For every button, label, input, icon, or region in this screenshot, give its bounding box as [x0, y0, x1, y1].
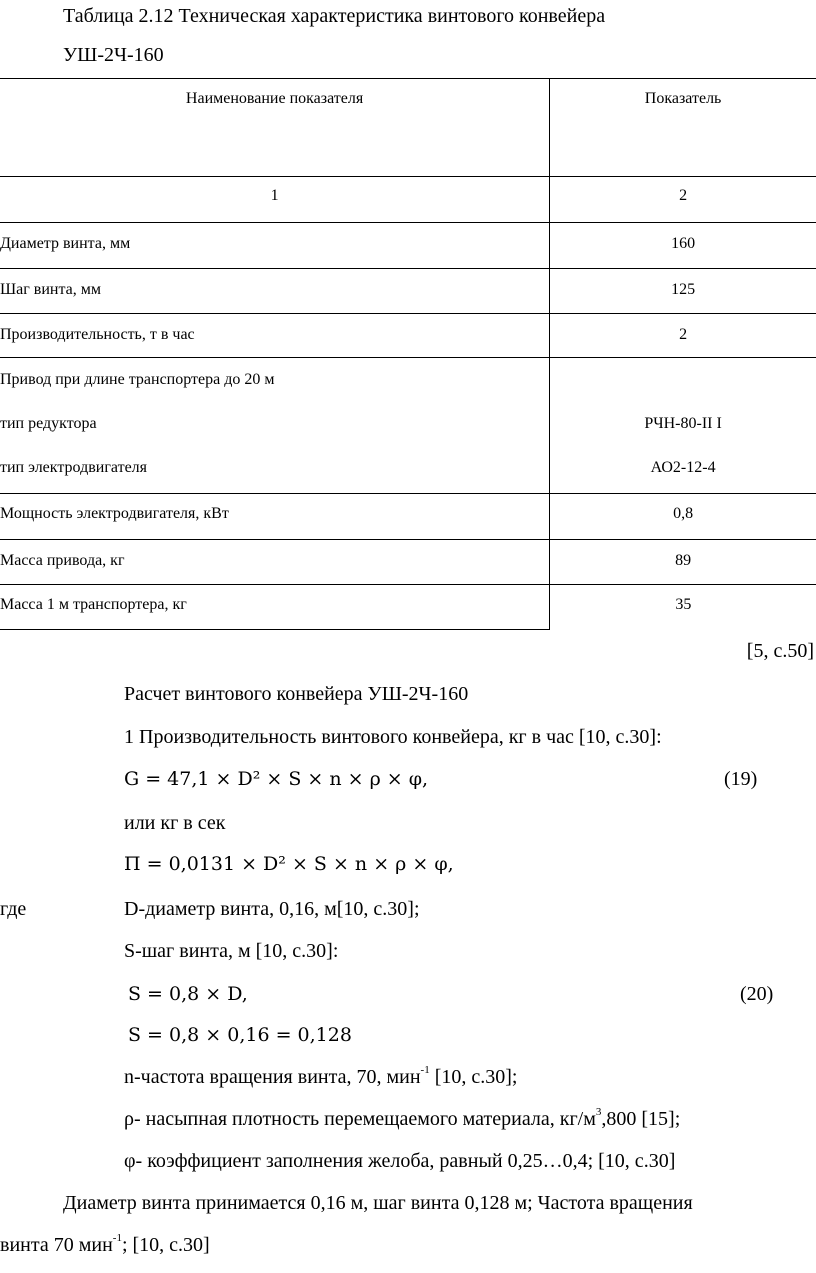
table-source-ref: [5, с.50]: [746, 640, 814, 662]
numbering-col1: 1: [0, 177, 550, 223]
row-value: 2: [550, 314, 816, 358]
formula-s-number: (20): [740, 983, 774, 1005]
drive-names: [0, 358, 550, 494]
formula-s: S = 0,8 × D,: [128, 983, 248, 1005]
table-row: [0, 223, 816, 269]
row-name: Диаметр винта, мм: [0, 223, 550, 269]
row-name: Масса 1 м транспортера, кг: [0, 585, 550, 630]
row-name: Шаг винта, мм: [0, 269, 550, 314]
row-value: 0,8: [550, 494, 816, 540]
header-name: Наименование показателя: [0, 79, 550, 177]
row-value: 125: [550, 269, 816, 314]
row-name: тип электродвигателя: [0, 459, 148, 476]
s-definition: S-шаг винта, м [10, с.30]:: [124, 940, 339, 962]
phi-definition: φ- коэффициент заполнения желоба, равный 0,25…0,4; [10, с.30]: [124, 1150, 676, 1172]
table-numbering-row: [0, 177, 816, 223]
table-row: [0, 269, 816, 314]
table-caption-line1: Таблица 2.12 Техническая характеристика винтового конвейера: [63, 5, 606, 27]
row-value: 160: [550, 223, 816, 269]
d-definition: D-диаметр винта, 0,16, м[10, с.30];: [124, 898, 420, 920]
table-row: [0, 494, 816, 540]
summary-line1: Диаметр винта принимается 0,16 м, шаг винта 0,128 м; Частота вращения: [63, 1192, 693, 1214]
row-value: 89: [550, 540, 816, 585]
table-row: [0, 585, 816, 630]
row-name: Масса привода, кг: [0, 540, 550, 585]
where-label: где: [0, 898, 27, 920]
summary-line2: винта 70 мин$^{-1}$; [10, с.30]: [0, 1232, 210, 1256]
row-value: АО2-12-4: [650, 459, 716, 476]
row-name: Привод при длине транспортера до 20 м: [0, 371, 275, 388]
row-value: 35: [550, 585, 816, 630]
rho-definition: ρ- насыпная плотность перемещаемого материала, $кг/м^3,800$ [15];: [124, 1106, 681, 1130]
formula-g-number: (19): [724, 768, 758, 790]
row-value: РЧН-80-II I: [644, 415, 722, 432]
table-row: [0, 314, 816, 358]
formula-s-calc: S = 0,8 × 0,16 = 0,128: [128, 1024, 352, 1046]
table-header-row: [0, 79, 816, 177]
table-caption-line2: УШ-2Ч-160: [63, 44, 164, 66]
table-row-drive: [0, 358, 816, 494]
formula-g: G = 47,1 × D² × S × n × ρ × φ,: [124, 768, 429, 790]
row-name: Мощность электродвигателя, кВт: [0, 494, 550, 540]
section-heading: Расчет винтового конвейера УШ-2Ч-160: [124, 683, 469, 705]
drive-values: [550, 358, 816, 494]
spec-table: [0, 78, 816, 630]
numbering-col2: 2: [550, 177, 816, 223]
item1-text: 1 Производительность винтового конвейера, кг в час [10, с.30]:: [124, 726, 662, 748]
formula-p: П = 0,0131 × D² × S × n × ρ × φ,: [124, 853, 454, 875]
n-definition: n-частота вращения винта, 70, мин$^{-1}$ [10, с.30];: [124, 1064, 518, 1088]
table-row: [0, 540, 816, 585]
row-name: тип редуктора: [0, 415, 97, 432]
or-kg-sec-text: или кг в сек: [124, 812, 226, 834]
header-value: Показатель: [550, 79, 816, 177]
row-name: Производительность, т в час: [0, 314, 550, 358]
